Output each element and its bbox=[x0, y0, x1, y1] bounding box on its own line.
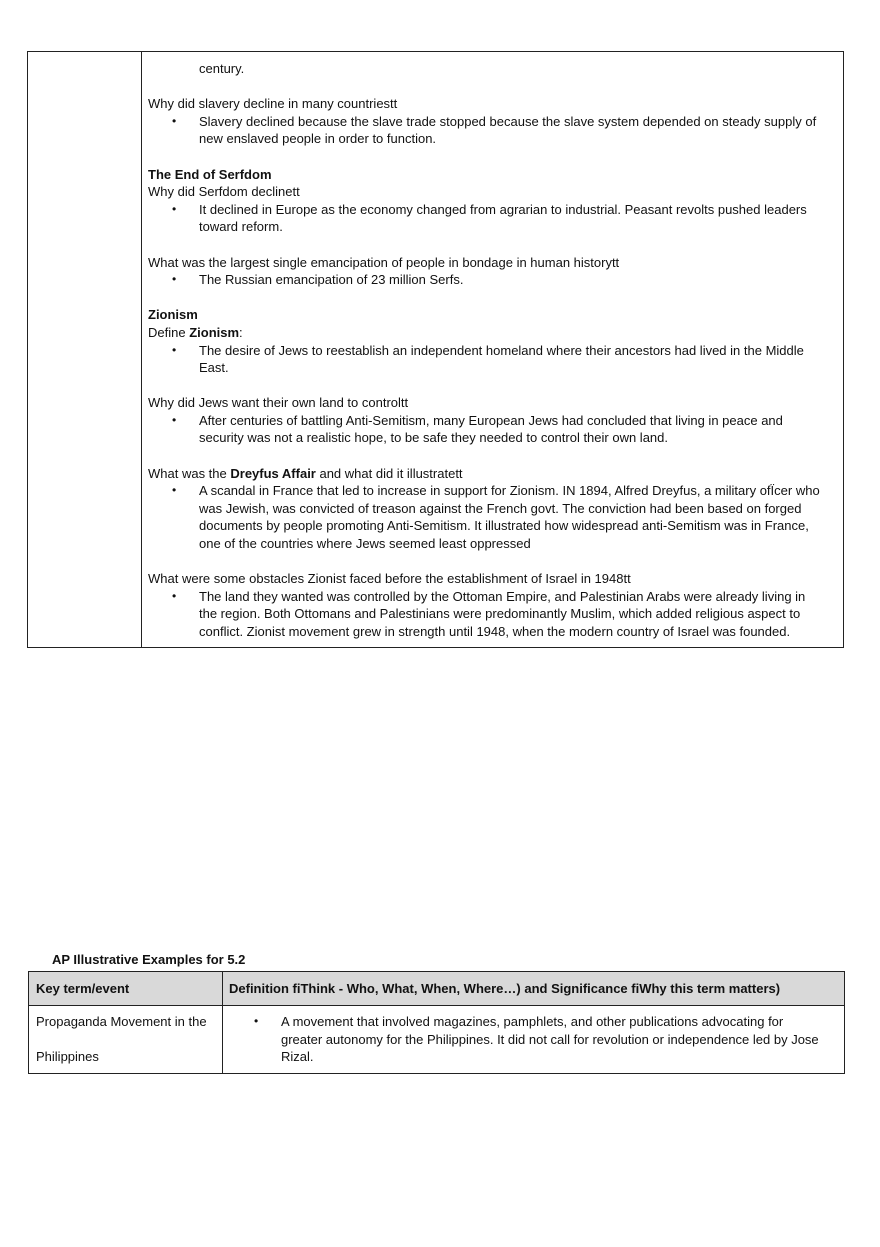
definition-cont-1: greater autonomy for the Philippines. It did not call for revolution or independence led by Jose bbox=[281, 1031, 819, 1047]
term-line-1: Propaganda Movement in the bbox=[36, 1014, 207, 1029]
notes-table-right-cell bbox=[141, 52, 843, 647]
answer-dreyfus-cont-1: was Jewish, was convicted of treason against the French govt. The conviction had been based on forged bbox=[199, 500, 802, 516]
answer-dreyfus-cont-3: one of the countries where Jews seemed least oppressed bbox=[199, 536, 531, 552]
bullet-icon: • bbox=[172, 113, 177, 128]
row-term-cell bbox=[36, 1013, 218, 1066]
notes-table bbox=[27, 51, 844, 648]
question-serfdom: Why did Serfdom declinett bbox=[148, 184, 300, 200]
column-divider bbox=[222, 972, 223, 1073]
question-land: Why did Jews want their own land to controltt bbox=[148, 395, 409, 411]
bullet-icon: • bbox=[172, 412, 177, 427]
answer-emancipation: • The Russian emancipation of 23 million Serfs. bbox=[172, 272, 464, 288]
bullet-icon: • bbox=[172, 201, 177, 216]
term-line-2: Philippines bbox=[36, 1049, 99, 1065]
definition-cont-2: Rizal. bbox=[281, 1049, 314, 1065]
answer-dreyfus-cont-2: documents by people promoting Anti-Semitism. It illustrated how widespread anti-Semitism was in France, bbox=[199, 518, 809, 534]
answer-obstacles-cont-1: the region. Both Ottomans and Palestinians were predominantly Muslim, which added religious aspect to bbox=[199, 606, 801, 622]
answer-define-zionism-cont: East. bbox=[199, 360, 229, 376]
question-dreyfus: What was the Dreyfus Affair and what did it illustratett bbox=[148, 465, 463, 481]
answer-serfdom: • It declined in Europe as the economy changed from agrarian to industrial. Peasant revolts pushed leaders bbox=[172, 201, 807, 217]
header-definition: Definition fiThink - Who, What, When, Where…) and Significance fiWhy this term matters) bbox=[229, 981, 781, 996]
notes-table-left-cell bbox=[28, 52, 142, 647]
bullet-icon: • bbox=[172, 272, 177, 287]
answer-obstacles: • The land they wanted was controlled by the Ottoman Empire, and Palestinian Arabs were already living in bbox=[172, 588, 806, 604]
define-zionism: Define Zionism: bbox=[148, 324, 243, 340]
answer-define-zionism: • The desire of Jews to reestablish an independent homeland where their ancestors had lived in the Middle bbox=[172, 342, 804, 358]
question-emancipation: What was the largest single emancipation of people in bondage in human historytt bbox=[148, 254, 620, 270]
question-obstacles: What were some obstacles Zionist faced before the establishment of Israel in 1948tt bbox=[148, 571, 631, 587]
heading-serfdom: The End of Serfdom bbox=[148, 166, 272, 182]
answer-dreyfus: • A scandal in France that led to increase in support for Zionism. IN 1894, Alfred Dreyfus, a military ofÏcer who bbox=[172, 483, 820, 499]
answer-land: • After centuries of battling Anti-Semitism, many European Jews had concluded that living in peace and bbox=[172, 412, 783, 428]
bullet-icon: • bbox=[254, 1014, 259, 1028]
row-definition-cell bbox=[229, 1013, 834, 1066]
section-caption: AP Illustrative Examples for 5.2 bbox=[52, 952, 246, 967]
definition-bullet: • A movement that involved magazines, pamphlets, and other publications advocating for bbox=[254, 1014, 784, 1029]
illustrative-examples-table bbox=[28, 971, 845, 1074]
bullet-icon: • bbox=[172, 588, 177, 603]
answer-slavery: • Slavery declined because the slave trade stopped because the slave system depended on steady supply of bbox=[172, 113, 817, 129]
answer-serfdom-cont: toward reform. bbox=[199, 219, 283, 235]
heading-zionism: Zionism bbox=[148, 307, 198, 323]
answer-slavery-cont: new enslaved people in order to function. bbox=[199, 131, 437, 147]
table-header-row bbox=[29, 972, 844, 1006]
answer-land-cont: security was not a realistic hope, to be safe they needed to control their own land. bbox=[199, 430, 668, 446]
continuation-line: century. bbox=[199, 61, 245, 76]
bullet-icon: • bbox=[172, 342, 177, 357]
header-key-term: Key term/event bbox=[36, 981, 130, 996]
bullet-icon: • bbox=[172, 483, 177, 498]
question-slavery: Why did slavery decline in many countriestt bbox=[148, 96, 398, 112]
answer-obstacles-cont-2: conflict. Zionist movement grew in strength until 1948, when the modern country of Israel was founded. bbox=[199, 624, 791, 639]
